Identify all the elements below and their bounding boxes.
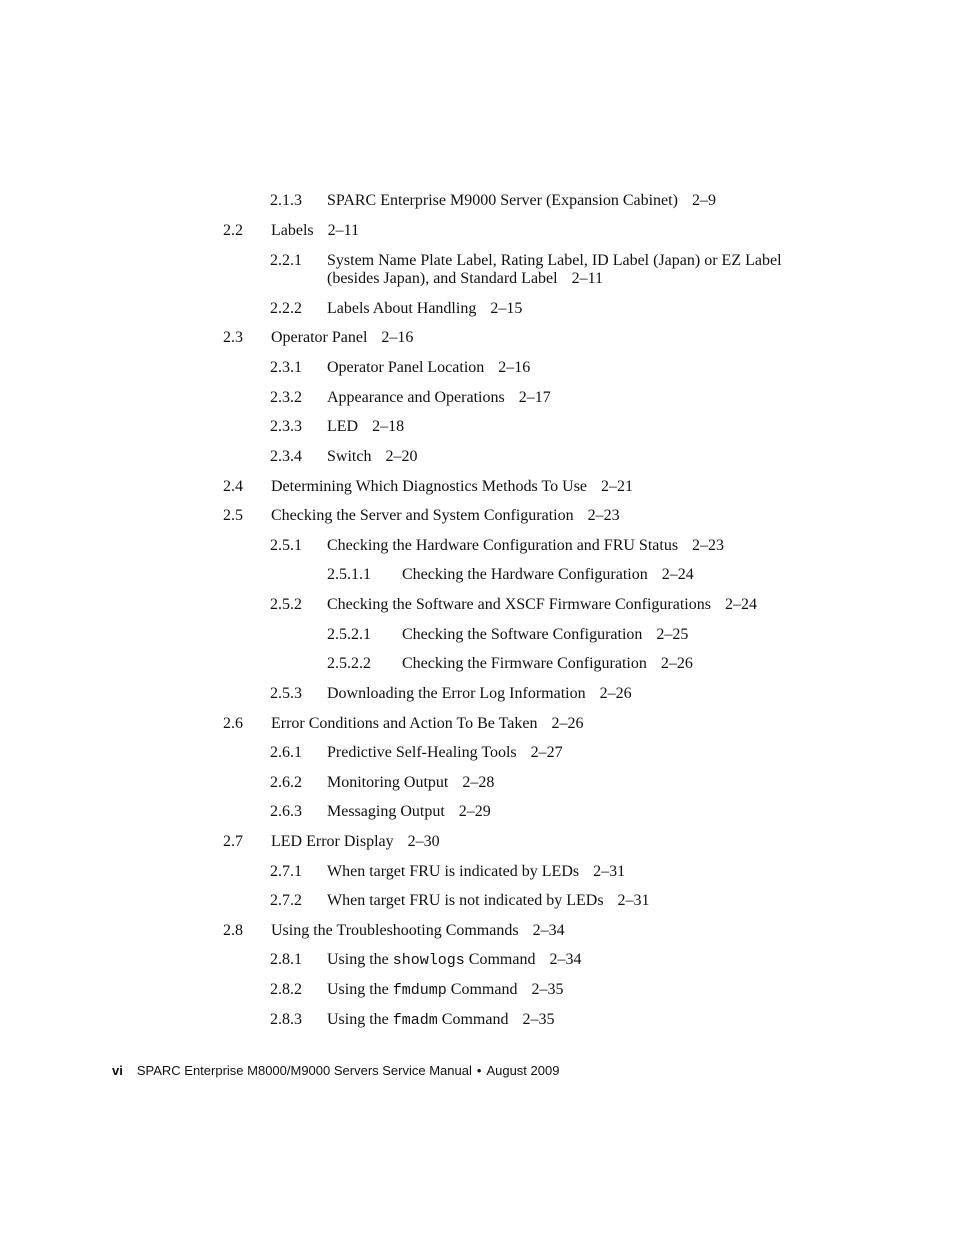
toc-entry-title: When target FRU is not indicated by LEDs 2–31: [327, 892, 650, 909]
toc-entry-page: 2–34: [549, 951, 582, 968]
page-folio: vi: [112, 1063, 123, 1078]
toc-entry-number: 2.4: [223, 478, 243, 495]
toc-entry-page: 2–24: [661, 566, 694, 583]
toc-entry-title: Operator Panel 2–16: [271, 329, 414, 346]
toc-entry-title: Checking the Server and System Configuration 2–23: [271, 507, 620, 524]
toc-entry-title: Labels About Handling 2–15: [327, 300, 523, 317]
toc-entry-title: SPARC Enterprise M9000 Server (Expansion Cabinet) 2–9: [327, 192, 716, 209]
toc-entry-number: 2.7: [223, 833, 243, 850]
toc-entry-page: 2–9: [691, 192, 716, 209]
toc-entry-number: 2.3.1: [270, 359, 302, 376]
toc-entry-page: 2–17: [518, 389, 551, 406]
toc-entry-number: 2.8.1: [270, 951, 302, 968]
toc-entry-title: Labels 2–11: [271, 222, 360, 239]
toc-entry-number: 2.3.4: [270, 448, 302, 465]
page-footer: [112, 1063, 559, 1078]
toc-entry-title: When target FRU is indicated by LEDs 2–31: [327, 863, 626, 880]
toc-entry-title: Checking the Software Configuration 2–25: [402, 626, 689, 643]
toc-entry-title: Error Conditions and Action To Be Taken 2–26: [271, 715, 584, 732]
toc-entry-page: 2–18: [372, 418, 405, 435]
toc-entry-number: 2.6.1: [270, 744, 302, 761]
toc-entry-title: Switch 2–20: [327, 448, 418, 465]
toc-entry-title: Using the fmdump Command 2–35: [327, 981, 564, 999]
toc-entry-number: 2.7.2: [270, 892, 302, 909]
toc-entry-page: 2–20: [385, 448, 418, 465]
toc-entry-title: Using the showlogs Command 2–34: [327, 951, 582, 969]
footer-bullet: •: [476, 1063, 482, 1078]
toc-entry-title: Operator Panel Location 2–16: [327, 359, 531, 376]
toc-entry-page: 2–15: [490, 300, 523, 317]
toc-entry-page: 2–31: [617, 892, 650, 909]
toc-entry-page: 2–35: [531, 981, 564, 998]
toc-entry-number: 2.8.3: [270, 1011, 302, 1028]
toc-entry-number: 2.6.2: [270, 774, 302, 791]
toc-entry-number: 2.5.2: [270, 596, 302, 613]
toc-entry-number: 2.3.2: [270, 389, 302, 406]
toc-entry-page: 2–21: [601, 478, 634, 495]
toc-entry-page: 2–27: [530, 744, 563, 761]
toc-entry-number: 2.5.2.2: [327, 655, 371, 672]
toc-entry-page: 2–11: [571, 270, 603, 287]
toc-entry-page: 2–24: [724, 596, 757, 613]
toc-entry-page: 2–16: [381, 329, 414, 346]
toc-entry-title: Appearance and Operations 2–17: [327, 389, 551, 406]
toc-entry-page: 2–29: [458, 803, 491, 820]
toc-entry-number: 2.6.3: [270, 803, 302, 820]
toc-entry-page: 2–30: [407, 833, 440, 850]
toc-entry-title: Checking the Firmware Configuration 2–26: [402, 655, 693, 672]
command-name: fmdump: [392, 982, 447, 999]
toc-entry-page: 2–11: [327, 222, 360, 239]
toc-entry-title: Checking the Hardware Configuration 2–24: [402, 566, 694, 583]
book-title: SPARC Enterprise M8000/M9000 Servers Service Manual: [136, 1063, 472, 1078]
toc-entry-page: 2–34: [532, 922, 565, 939]
toc-entry-page: 2–26: [599, 685, 632, 702]
toc-entry-title: Using the fmadm Command 2–35: [327, 1011, 555, 1029]
toc-entry-page: 2–23: [692, 537, 725, 554]
toc-entry-page: 2–26: [551, 715, 584, 732]
toc-entry-page: 2–26: [660, 655, 693, 672]
command-name: fmadm: [392, 1012, 438, 1029]
toc-entry-page: 2–31: [593, 863, 626, 880]
toc-entry-title: Messaging Output 2–29: [327, 803, 491, 820]
toc-entry-number: 2.2: [223, 222, 243, 239]
toc-entry-number: 2.5.2.1: [327, 626, 371, 643]
toc-entry-number: 2.5.3: [270, 685, 302, 702]
toc-entry-title: LED 2–18: [327, 418, 405, 435]
toc-entry-number: 2.8.2: [270, 981, 302, 998]
toc-entry-page: 2–25: [656, 626, 689, 643]
toc-entry-number: 2.2.2: [270, 300, 302, 317]
toc-entry-number: 2.5.1: [270, 537, 302, 554]
toc-entry-page: 2–23: [587, 507, 620, 524]
toc-entry-number: 2.3: [223, 329, 243, 346]
toc-entry-title: Determining Which Diagnostics Methods To Use 2–21: [271, 478, 634, 495]
toc-entry-number: 2.7.1: [270, 863, 302, 880]
toc-entry-number: 2.5.1.1: [327, 566, 371, 583]
publication-date: August 2009: [486, 1063, 560, 1078]
toc-entry-title: Checking the Software and XSCF Firmware Configurations 2–24: [327, 596, 757, 613]
toc-entry-number: 2.8: [223, 922, 243, 939]
toc-entry-number: 2.2.1: [270, 252, 302, 269]
toc-entry-title: Predictive Self-Healing Tools 2–27: [327, 744, 563, 761]
toc-entry-number: 2.5: [223, 507, 243, 524]
command-name: showlogs: [392, 952, 465, 969]
toc-entry-page: 2–28: [462, 774, 495, 791]
toc-entry-number: 2.3.3: [270, 418, 302, 435]
toc-entry-page: 2–35: [522, 1011, 555, 1028]
toc-entry-number: 2.6: [223, 715, 243, 732]
toc-entry-title: System Name Plate Label, Rating Label, ID Label (Japan) or EZ Label (besides Japan), and Standard Label 2–11: [327, 252, 782, 287]
toc-entry-title: Using the Troubleshooting Commands 2–34: [271, 922, 565, 939]
toc-entry-title: Monitoring Output 2–28: [327, 774, 495, 791]
toc-entry-number: 2.1.3: [270, 192, 302, 209]
toc-entry-title: LED Error Display 2–30: [271, 833, 440, 850]
toc-entry-title: Downloading the Error Log Information 2–26: [327, 685, 632, 702]
toc-entry-title: Checking the Hardware Configuration and FRU Status 2–23: [327, 537, 725, 554]
toc-entry-page: 2–16: [498, 359, 531, 376]
